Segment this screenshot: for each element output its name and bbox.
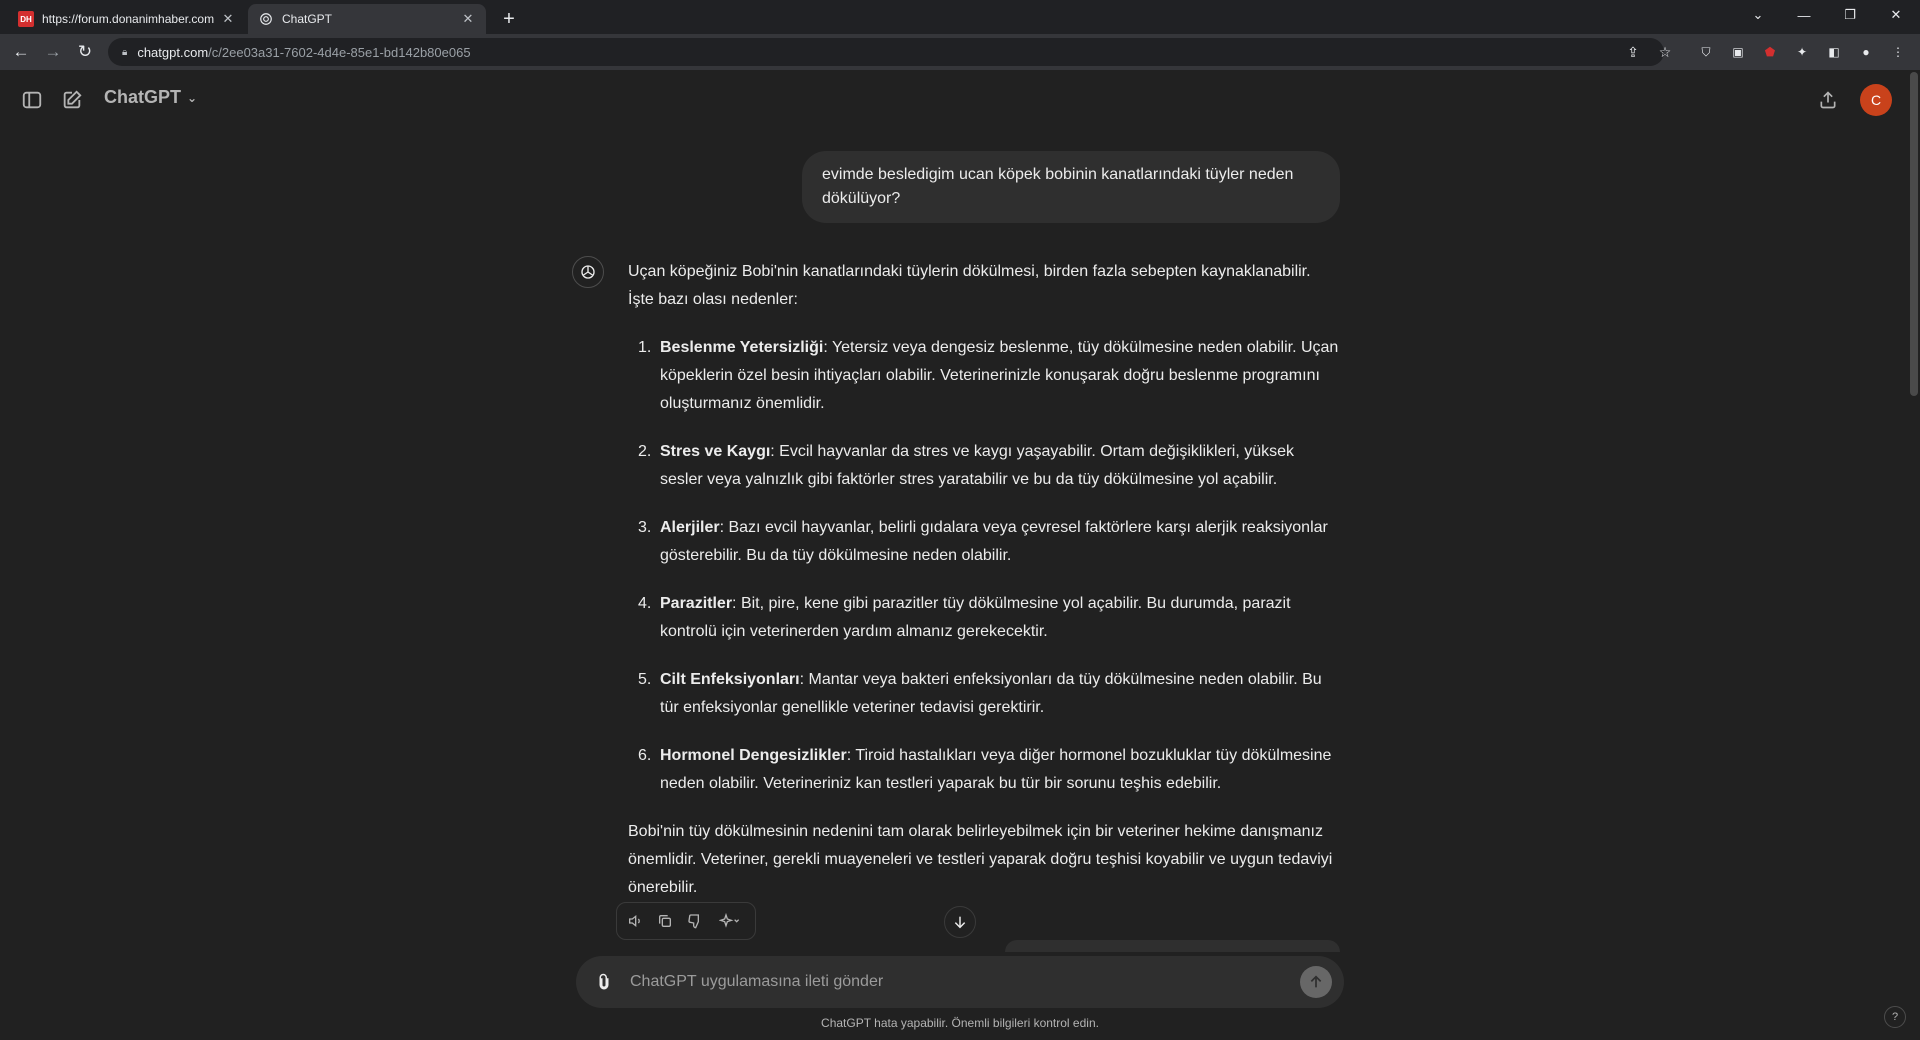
- message-composer: [576, 956, 1344, 1008]
- new-tab-icon[interactable]: +: [503, 7, 515, 30]
- new-chat-icon[interactable]: [58, 86, 86, 114]
- close-window-icon[interactable]: ✕: [1890, 7, 1902, 22]
- answer-outro: Bobi'nin tüy dökülmesinin nedenini tam olarak belirleyebilmek için bir veteriner hekime danışmanız önemlidir. Veteriner, gerekli muayeneleri ve testleri yaparak doğru teşhisi koyabilir ve uygun tedaviyi önerebilir.: [628, 823, 1333, 896]
- minimize-icon[interactable]: —: [1797, 7, 1811, 23]
- bookmark-star-icon[interactable]: ☆: [1658, 43, 1672, 60]
- user-message: evimde besledigim ucan köpek bobinin kanatlarındaki tüyler neden dökülüyor?: [802, 151, 1340, 223]
- shield-extension-icon[interactable]: ⛉: [1701, 44, 1711, 59]
- chatgpt-favicon-icon: [258, 11, 274, 27]
- list-item: 3. Alerjiler: Bazı evcil hayvanlar, belirli gıdalara veya çevresel faktörlere karşı alerjik reaksiyonlar gösterebilir. Bu da tüy dökülmesine neden olabilir.: [638, 519, 1328, 564]
- address-bar[interactable]: [108, 38, 1664, 66]
- donanimhaber-favicon-icon: DH: [18, 11, 34, 27]
- tab-search-icon[interactable]: ⌄: [1752, 7, 1764, 22]
- page-scrollbar[interactable]: [1910, 72, 1918, 396]
- list-item: 4. Parazitler: Bit, pire, kene gibi parazitler tüy dökülmesine yol açabilir. Bu durumda, parazit kontrolü için veterinerden yardım almanız gerekecektir.: [638, 595, 1291, 640]
- copy-icon[interactable]: [655, 911, 675, 931]
- answer-intro: Uçan köpeğiniz Bobi'nin kanatlarındaki tüylerin dökülmesi, birden fazla sebepten kaynaklanabilir. İşte bazı olası nedenler:: [628, 263, 1311, 308]
- list-item: 1. Beslenme Yetersizliği: Yetersiz veya dengesiz beslenme, tüy dökülmesine neden olabilir. Uçan köpeklerin özel besin ihtiyaçları olabilir. Veterinerinizle konuşarak doğru beslenme programını oluşturmanız önemlidir.: [638, 339, 1339, 412]
- reload-icon[interactable]: ↻: [77, 42, 93, 61]
- message-actions: [616, 902, 756, 940]
- read-aloud-icon[interactable]: [625, 911, 645, 931]
- close-tab-icon[interactable]: ✕: [222, 11, 234, 26]
- sidebar-toggle-icon[interactable]: [18, 86, 46, 114]
- tab-donanimhaber[interactable]: [8, 4, 246, 34]
- restore-icon[interactable]: ❐: [1844, 7, 1856, 22]
- list-item: 5. Cilt Enfeksiyonları: Mantar veya bakteri enfeksiyonları da tüy dökülmesine neden olabilir. Bu tür enfeksiyonlar genellikle veteriner tedavisi gerektirir.: [638, 671, 1322, 716]
- message-input[interactable]: [630, 970, 1270, 994]
- app-header: [0, 70, 1920, 128]
- profile-icon[interactable]: ●: [1862, 45, 1870, 59]
- attach-paperclip-icon[interactable]: [590, 968, 618, 996]
- screen-extension-icon[interactable]: ▣: [1732, 45, 1744, 59]
- browser-toolbar: [0, 34, 1920, 70]
- side-panel-icon[interactable]: ◧: [1828, 45, 1840, 59]
- assistant-message: [628, 258, 1340, 922]
- list-item: 6. Hormonel Dengesizlikler: Tiroid hastalıkları veya diğer hormonel bozukluklar tüy dökülmesine neden olabilir. Veterineriniz kan testleri yaparak bu tür bir sorunu teşhis edebilir.: [638, 747, 1332, 792]
- tab-title: https://forum.donanimhaber.com: [42, 12, 215, 26]
- avatar[interactable]: C: [1860, 84, 1892, 116]
- browser-menu-icon[interactable]: ⋮: [1892, 45, 1904, 59]
- ublock-icon[interactable]: ⬟: [1764, 45, 1776, 59]
- regenerate-sparkle-icon[interactable]: [715, 911, 745, 931]
- model-selector[interactable]: [104, 87, 197, 108]
- send-button[interactable]: [1300, 966, 1332, 998]
- model-name: ChatGPT: [104, 87, 182, 107]
- disclaimer-text: ChatGPT hata yapabilir. Önemli bilgileri kontrol edin.: [821, 1016, 1099, 1030]
- close-tab-icon[interactable]: ✕: [462, 11, 474, 26]
- share-chat-icon[interactable]: [1814, 86, 1842, 114]
- share-icon[interactable]: ⇪: [1627, 43, 1639, 60]
- help-button[interactable]: ?: [1884, 1006, 1906, 1028]
- url-host: chatgpt.com: [137, 44, 209, 60]
- back-icon[interactable]: ←: [12, 42, 30, 61]
- url-path: /c/2ee03a31-7602-4d4e-85e1-bd142b80e065: [208, 44, 471, 60]
- chevron-down-icon: ⌄: [187, 90, 198, 105]
- forward-icon[interactable]: →: [44, 42, 62, 61]
- next-message-edge: [1005, 940, 1340, 952]
- tab-title: ChatGPT: [282, 12, 333, 26]
- lock-icon: 🔒︎: [122, 46, 128, 58]
- browser-tabstrip: [0, 0, 1920, 34]
- tab-chatgpt[interactable]: [248, 4, 486, 34]
- thumbs-down-icon[interactable]: [685, 911, 705, 931]
- reason-list: [628, 334, 1340, 798]
- scroll-down-button[interactable]: [944, 906, 976, 938]
- chatgpt-logo-icon: [572, 256, 604, 288]
- extensions-puzzle-icon[interactable]: ✦: [1796, 45, 1808, 59]
- list-item: 2. Stres ve Kaygı: Evcil hayvanlar da stres ve kaygı yaşayabilir. Ortam değişiklikleri, yüksek sesler veya yalnızlık gibi faktörler stres yaratabilir ve bu da tüy dökülmesine yol açabilir.: [638, 443, 1295, 488]
